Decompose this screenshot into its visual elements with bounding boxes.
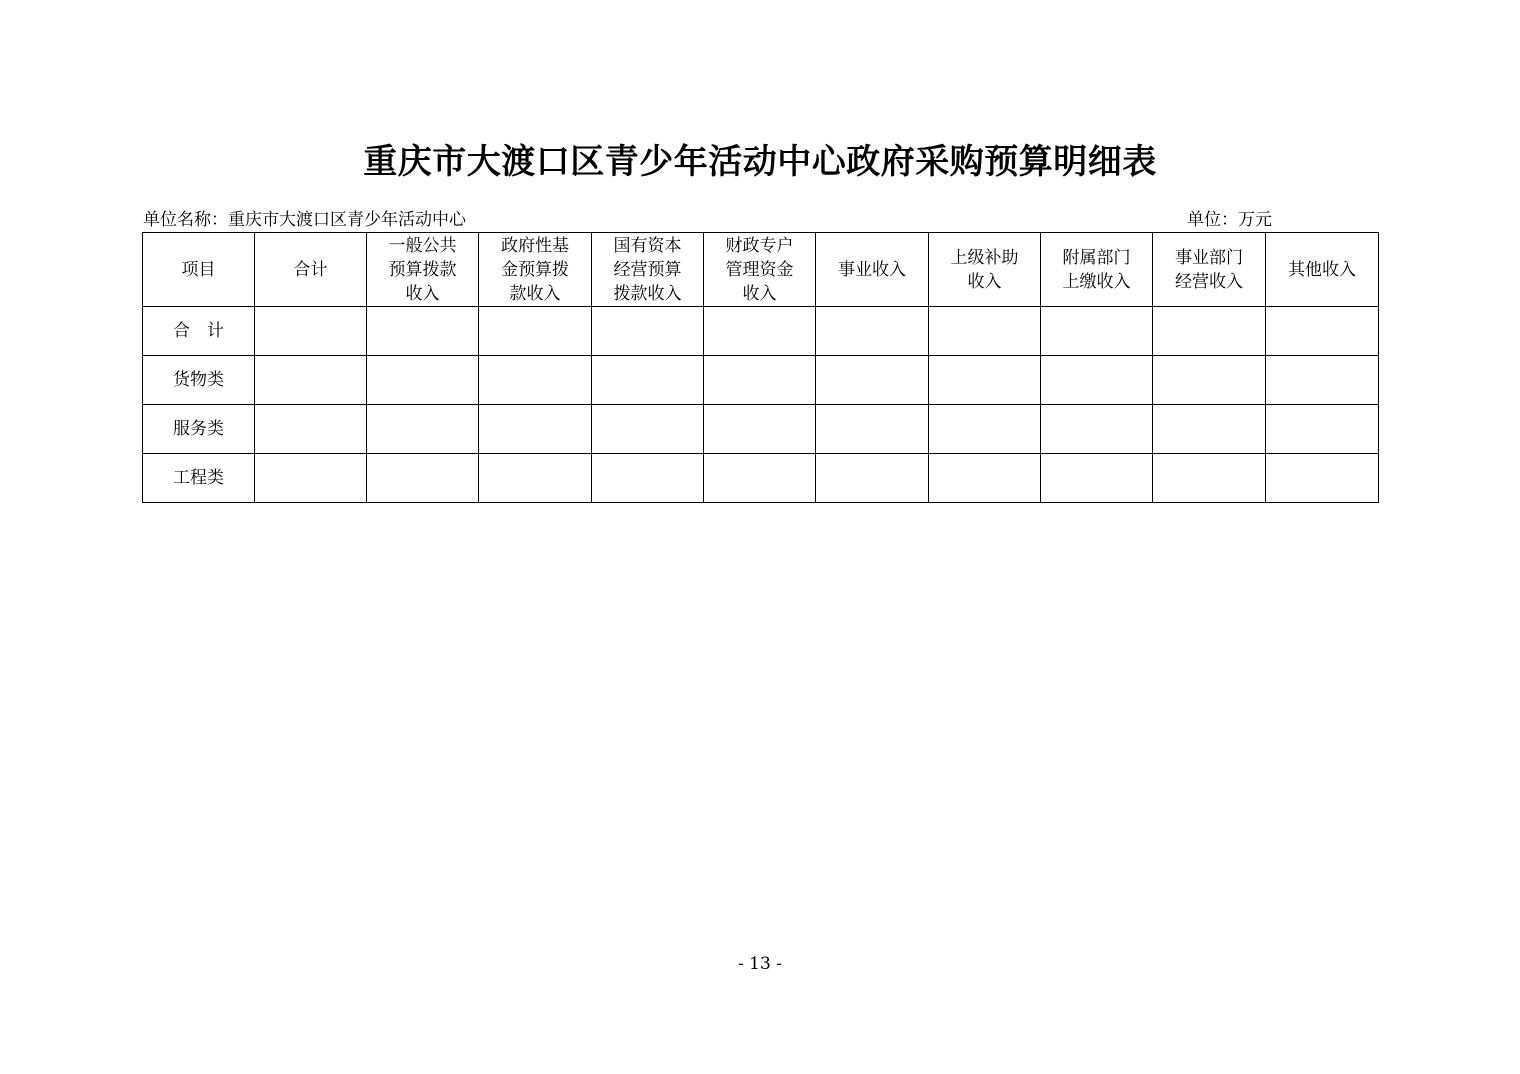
table-cell bbox=[1153, 405, 1266, 454]
table-cell bbox=[816, 405, 929, 454]
table-cell bbox=[1266, 307, 1379, 356]
table-cell bbox=[1153, 356, 1266, 405]
table-cell bbox=[1153, 454, 1266, 503]
table-cell bbox=[255, 454, 367, 503]
table-cell bbox=[1153, 307, 1266, 356]
table-cell bbox=[367, 356, 479, 405]
table-cell bbox=[1041, 405, 1153, 454]
header-cell-general-public-budget: 一般公共 预算拨款 收入 bbox=[367, 233, 479, 307]
header-cell-other-income: 其他收入 bbox=[1266, 233, 1379, 307]
table-cell bbox=[1041, 454, 1153, 503]
table-cell bbox=[704, 356, 816, 405]
table-cell bbox=[592, 454, 704, 503]
table-cell bbox=[592, 405, 704, 454]
table-header-row bbox=[143, 233, 1379, 307]
row-label-goods: 货物类 bbox=[143, 356, 255, 405]
table-cell bbox=[929, 454, 1041, 503]
table-cell bbox=[704, 405, 816, 454]
header-cell-item: 项目 bbox=[143, 233, 255, 307]
table-cell bbox=[255, 307, 367, 356]
table-cell bbox=[479, 356, 592, 405]
table-cell bbox=[1041, 356, 1153, 405]
table-cell bbox=[592, 356, 704, 405]
table-cell bbox=[479, 405, 592, 454]
header-cell-government-fund-budget: 政府性基 金预算拨 款收入 bbox=[479, 233, 592, 307]
table-row-services bbox=[143, 405, 1379, 454]
table-cell bbox=[929, 356, 1041, 405]
table-cell bbox=[1266, 405, 1379, 454]
table-row-goods bbox=[143, 356, 1379, 405]
table-cell bbox=[479, 307, 592, 356]
table-cell bbox=[1266, 454, 1379, 503]
table-cell bbox=[1266, 356, 1379, 405]
table-cell bbox=[255, 405, 367, 454]
unit-name-label: 单位名称：重庆市大渡口区青少年活动中心 bbox=[143, 210, 466, 230]
header-cell-superior-subsidy: 上级补助 收入 bbox=[929, 233, 1041, 307]
header-cell-affiliated-unit-income: 附属部门 上缴收入 bbox=[1041, 233, 1153, 307]
header-cell-fiscal-special-account: 财政专户 管理资金 收入 bbox=[704, 233, 816, 307]
procurement-budget-table bbox=[142, 232, 1379, 503]
table-cell bbox=[704, 454, 816, 503]
row-label-total: 合 计 bbox=[143, 307, 255, 356]
table-row-total bbox=[143, 307, 1379, 356]
table-cell bbox=[367, 405, 479, 454]
header-cell-operating-income: 事业部门 经营收入 bbox=[1153, 233, 1266, 307]
table-cell bbox=[816, 454, 929, 503]
header-cell-total: 合计 bbox=[255, 233, 367, 307]
table-cell bbox=[479, 454, 592, 503]
row-label-services: 服务类 bbox=[143, 405, 255, 454]
row-label-construction: 工程类 bbox=[143, 454, 255, 503]
table-meta bbox=[143, 208, 1379, 232]
table-cell bbox=[1041, 307, 1153, 356]
table-cell bbox=[592, 307, 704, 356]
table-cell bbox=[816, 356, 929, 405]
page-number: - 13 - bbox=[738, 954, 782, 974]
table-cell bbox=[929, 405, 1041, 454]
table-cell bbox=[367, 454, 479, 503]
page-title: 重庆市大渡口区青少年活动中心政府采购预算明细表 bbox=[363, 142, 1157, 182]
table-row-construction bbox=[143, 454, 1379, 503]
table-cell bbox=[367, 307, 479, 356]
table-cell bbox=[929, 307, 1041, 356]
header-cell-business-income: 事业收入 bbox=[816, 233, 929, 307]
table-cell bbox=[816, 307, 929, 356]
table-cell bbox=[255, 356, 367, 405]
table-cell bbox=[704, 307, 816, 356]
currency-unit-label: 单位：万元 bbox=[1187, 210, 1272, 230]
header-cell-state-capital-budget: 国有资本 经营预算 拨款收入 bbox=[592, 233, 704, 307]
